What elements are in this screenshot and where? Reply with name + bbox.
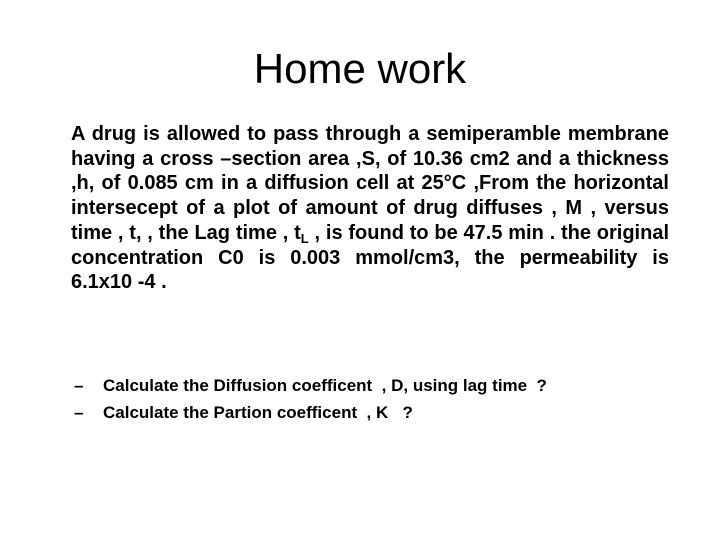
task-text: Calculate the Diffusion coefficent , D, using lag time ? xyxy=(103,376,547,395)
task-list xyxy=(74,372,674,426)
problem-text-part-2: , is found to be 47.5 min . the original concentration C0 is 0.003 mmol/cm3, the permeability is 6.1x10 -4 . xyxy=(71,221,670,294)
dash-bullet: – xyxy=(74,376,84,395)
slide-title: Home work xyxy=(253,45,467,92)
lag-time-subscript: L xyxy=(300,230,309,246)
task-text: Calculate the Partion coefficent , K ? xyxy=(103,403,413,422)
dash-bullet: – xyxy=(74,403,84,422)
task-item xyxy=(74,399,674,426)
problem-statement xyxy=(71,122,669,295)
task-item xyxy=(74,372,674,399)
problem-text-part-1: A drug is allowed to pass through a semiperamble membrane having a cross –section area ,S, of 10.36 cm2 and a thickness ,h, of 0.085 cm in a diffusion cell at 25°C ,From the horizontal intersecept of a plot of amount of drug diffuses , M , versus time , t, , the Lag time , t xyxy=(71,123,669,244)
